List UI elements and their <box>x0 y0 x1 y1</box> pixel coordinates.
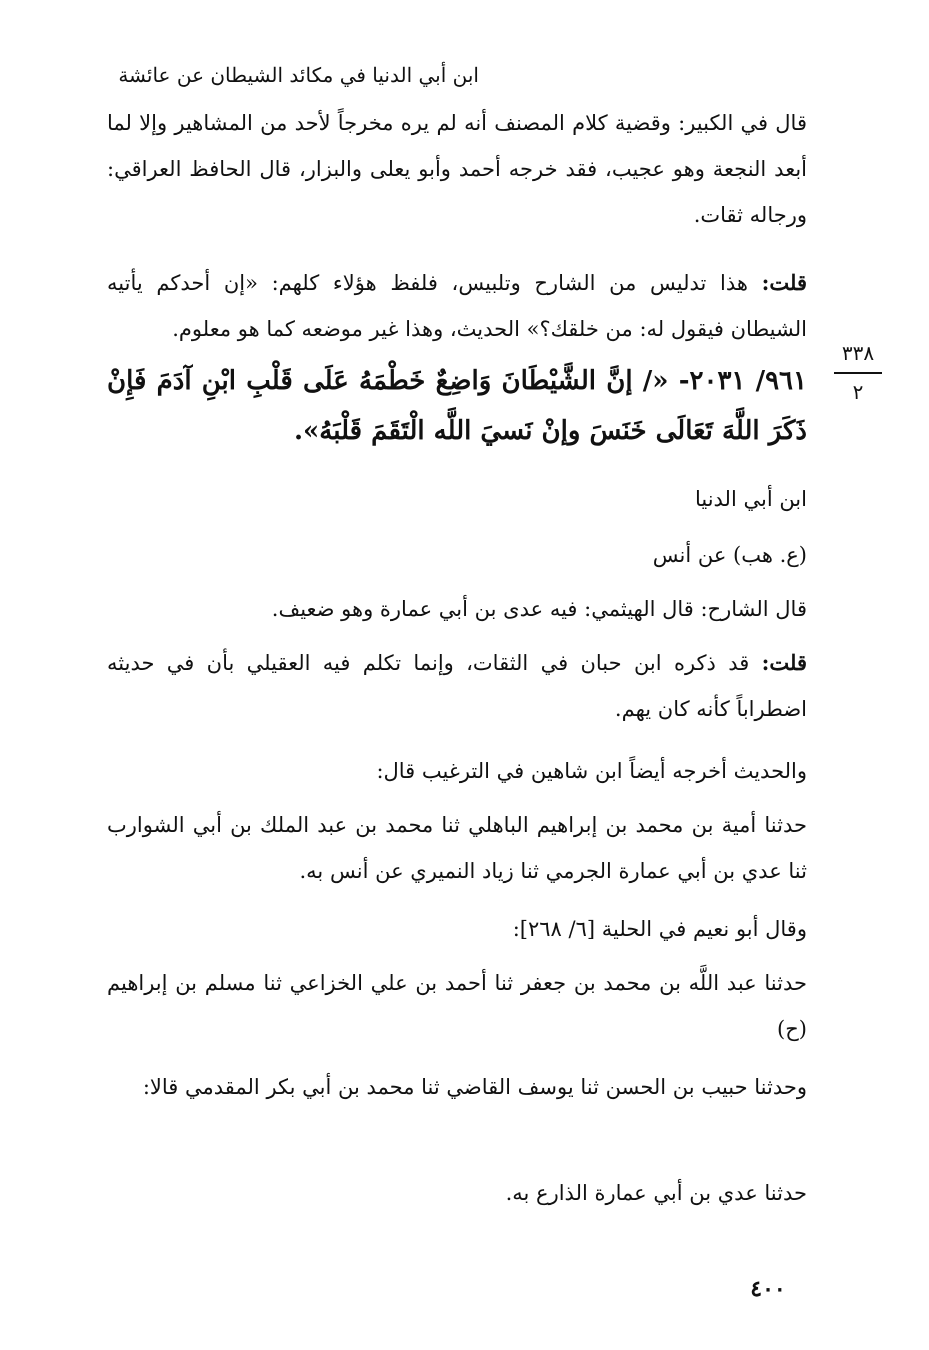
paragraph-qultu-1-text: هذا تدليس من الشارح وتلبيس، فلفظ هؤلاء كلهم: «إن أحدكم يأتيه الشيطان فيقول له: من خلقك؟» الحديث، وهذا غير موضعه كما هو معلوم. <box>107 271 807 341</box>
hadith-number: ٩٦١/ ٢٠٣١- <box>678 366 807 396</box>
paragraph-kabir-text: قال في الكبير: وقضية كلام المصنف أنه لم يره مخرجاً لأحد من المشاهير وإلا لما أبعد النجعة وهو عجيب، فقد خرجه أحمد وأبو يعلى والبزار، قال الحافظ العراقي: ورجاله ثقات. <box>107 111 807 227</box>
paragraph-qultu-1 <box>107 260 807 352</box>
paragraph-qultu-2 <box>107 640 807 732</box>
hadith-body: «/ إنَّ الشَّيْطَانَ وَاضِعٌ خَطْمَهُ عَلَى قَلْبِ ابْنِ آدَمَ فَإِنْ ذَكَرَ اللَّهَ تَعَالَى خَنَسَ وإنْ نَسيَ اللَّه الْتَقَمَ قَلْبَهُ». <box>107 366 807 446</box>
paragraph-kabir <box>107 100 807 238</box>
qultu-label: قلت: <box>761 270 807 295</box>
isnad-ibn-shahin: حدثنا أمية بن محمد بن إبراهيم الباهلي ثنا محمد بن عبد الملك بن أبي الشوارب ثنا عدي بن أبي عمارة الجرمي ثنا زياد النميري عن أنس به. <box>107 813 807 883</box>
margin-reference-rule <box>834 372 882 374</box>
source-line: ابن أبي الدنيا <box>694 487 807 511</box>
margin-reference <box>832 338 884 406</box>
page-number: ٤٠٠ <box>750 1276 786 1302</box>
isnad-abu-nuaym-1: حدثنا عبد اللَّه بن محمد بن جعفر ثنا أحمد بن علي الخزاعي ثنا مسلم بن إبراهيم (ح) <box>107 971 807 1041</box>
commentary-abu-nuaym: وقال أبو نعيم في الحلية [٦/ ٢٦٨]: <box>512 917 807 941</box>
paragraph-qultu-2-text: قد ذكره ابن حبان في الثقات، وإنما تكلم فيه العقيلي بأن في حديثه اضطراباً كأنه كان يهم. <box>107 651 807 721</box>
commentary-ibn-shahin: والحديث أخرجه أيضاً ابن شاهين في الترغيب قال: <box>376 759 807 783</box>
hadith-text-block <box>107 356 807 456</box>
commentary-shareh: قال الشارح: قال الهيثمي: فيه عدى بن أبي عمارة وهو ضعيف. <box>271 597 807 621</box>
isnad-abu-nuaym-3: حدثنا عدي بن أبي عمارة الذارع به. <box>505 1181 807 1205</box>
running-title: ابن أبي الدنيا في مكائد الشيطان عن عائشة <box>118 63 479 87</box>
narrator-line: (ع. هب) عن أنس <box>652 543 807 567</box>
qultu-label: قلت: <box>761 650 807 675</box>
margin-reference-bottom: ٢ <box>852 380 864 404</box>
isnad-abu-nuaym-2: وحدثنا حبيب بن الحسن ثنا يوسف القاضي ثنا محمد بن أبي بكر المقدمي قالا: <box>142 1075 807 1099</box>
margin-reference-top: ٣٣٨ <box>841 341 875 365</box>
